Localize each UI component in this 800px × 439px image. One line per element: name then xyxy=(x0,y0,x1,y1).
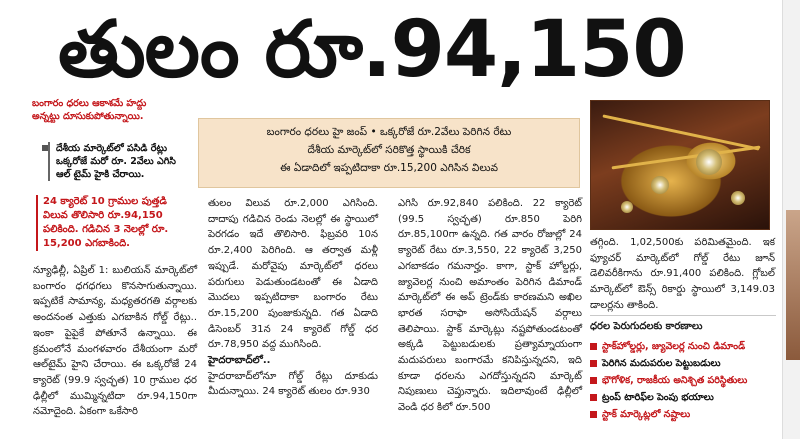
reasons-list xyxy=(590,338,776,423)
gold-jewellery-photo xyxy=(590,100,770,230)
chain-shape xyxy=(602,114,759,150)
gem-shape xyxy=(696,149,722,175)
adjacent-photo xyxy=(786,210,800,360)
reason-item xyxy=(590,338,776,355)
reason-text: ట్రంప్‌ టారిఫ్‌ల పెంపు భయాలు xyxy=(602,392,714,403)
adjacent-article-strip xyxy=(782,0,800,439)
subhead-line-1: బంగారం ధరలు హై జంప్‌ • ఒక్కరోజే రూ.2వేలు పెరిగిన రేటు xyxy=(266,126,512,138)
body-paragraph: తులం విలువ రూ.2,000 ఎగిసింది. దాదాపు గడిచిన రెండు నెలల్లో ఈ స్థాయిలో పెరగడం ఇదే తొలిసారి. ఫిబ్రవరి 10న రూ.2,400 పెరిగింది. ఆ తర్వాత మళ్లీ ఇప్పుడే. మరోవైపు మార్కెట్‌లో ధరలు పరుగులు పెడుతుండటంతో ఈ ఏడాది మొదలు ఇప్పటిదాకా బంగారం రేటు రూ.15,200 పుంజుకున్నది. గత ఏడాది డిసెంబర్‌ 31న 24 క్యారెట్‌ గోల్డ్‌ ధర రూ.78,950 వద్ద ముగిసింది. xyxy=(208,198,378,351)
kicker-text: బంగారం ధరలు ఆకాశమే హద్దు అన్నట్టు దూసుకుపోతున్నాయి. xyxy=(32,98,147,122)
reason-item xyxy=(590,355,776,372)
reason-item xyxy=(590,372,776,389)
gem-shape xyxy=(731,191,745,205)
body-column-2 xyxy=(208,196,378,400)
body-paragraph: హైదరాబాద్‌లోనూ గోల్డ్‌ రేట్లు దూకుడు మీదున్నాయి. 24 క్యారెట్‌ తులం రూ.930 xyxy=(208,370,378,398)
reason-text: భౌగోళిక, రాజకీయ అనిశ్చిత పరిస్థితులు xyxy=(602,375,748,386)
reasons-box xyxy=(590,315,776,423)
body-paragraph: ఎగిసి రూ.92,840 పలికింది. 22 క్యారెట్‌ (99.5 స్వచ్ఛత) రూ.850 పెరిగి రూ.85,100గా ఉన్నది. గత వారం రోజుల్లో 24 క్యారెట్‌ రేటు రూ.3,550, 22 క్యారెట్‌ 3,250 ఎగబాకడం గమనార్హం. కాగా, స్టాక్‌ హోల్డర్లు, జ్యువెలర్ల నుంచి అమాంతం పెరిగిన డిమాండ్‌ మార్కెట్‌లో ఈ అప్‌ ట్రెండ్‌కు కారణమని అఖిల భారత సరాఫా అసోసియేషన్‌ వర్గాలు తెలిపాయి. స్టాక్‌ మార్కెట్లు నష్టపోతుండటంతో అక్కడి పెట్టుబడులకు ప్రత్యామ్నాయంగా మదుపరులు బంగారమే కనిపిస్తున్నదని, ఇది కూడా ధరలను ఎగదోస్తున్నదని మార్కెట్‌ నిపుణులు చెప్తున్నారు. ఇదిలావుంటే ఢిల్లీలో వెండి ధర కిలో రూ.500 xyxy=(398,198,582,414)
body-column-3 xyxy=(398,196,582,416)
subhead-line-2: దేశీయ మార్కెట్‌లో సరికొత్త స్థాయికి చేరిక xyxy=(307,144,471,156)
body-column-4 xyxy=(590,235,775,314)
square-bullet-icon xyxy=(590,343,597,350)
section-heading-hyderabad: హైదరాబాద్‌లో.. xyxy=(208,355,271,367)
pointer-bullet-icon xyxy=(42,145,48,151)
square-bullet-icon xyxy=(590,394,597,401)
reason-item xyxy=(590,389,776,406)
pointer-text: దేశీయ మార్కెట్‌లో పసిడి రేట్లు ఒక్కరోజే మరో రూ. 2వేలు ఎగిసి ఆల్‌ టైమ్‌ హైకి చేరాయి. xyxy=(56,143,176,180)
red-summary-text: 24 క్యారెట్‌ 10 గ్రాముల పుత్తడి విలువ తొలిసారి రూ.94,150 పలికింది. గడిచిన 3 నెలల్లో రూ. 15,200 ఎగబాకింది. xyxy=(36,195,186,251)
body-paragraph: తగ్గింది. 1,02,500కు పరిమితమైంది. ఇక ఫ్యూచర్‌ మార్కెట్‌లో గోల్డ్‌ రేటు జూన్‌ డెలివరీకిగాను రూ.91,400 పలికింది. గ్లోబల్‌ మార్కెట్‌లో ఔన్స్‌ రికార్డు స్థాయిలో 3,149.03 డాలర్లను తాకింది. xyxy=(590,237,775,311)
chain-shape xyxy=(612,146,761,170)
subhead-box xyxy=(198,118,580,188)
square-bullet-icon xyxy=(590,377,597,384)
reason-text: స్టాక్‌హోల్డర్లు, జ్యువెలర్ల నుంచి డిమాండ్‌ xyxy=(602,341,746,352)
pointer-text-box xyxy=(48,142,180,181)
headline: తులం రూ.94,150 xyxy=(58,5,686,95)
body-column-1 xyxy=(33,263,197,420)
gem-shape xyxy=(621,201,633,213)
body-paragraph: న్యూఢిల్లీ, ఏప్రిల్‌ 1: బులియన్‌ మార్కెట్‌లో బంగారం ధగధగలు కొనసాగుతున్నాయి. ఇప్పటికే సామాన్య, మధ్యతరగతి వర్గాలకు అందనంత ఎత్తుకు ఎగబాకిన గోల్డ్‌ రేట్లు.. ఇంకా పైపైకే పోతూనే ఉన్నాయి. ఈ క్రమంలోనే మంగళవారం దేశీయంగా మరో ఆల్‌టైమ్‌ హైని చేరాయి. ఈ ఒక్కరోజే 24 క్యారెట్‌ (99.9 స్వచ్ఛత) 10 గ్రాముల ధర ఢిల్లీలో ముమ్మిన్నటిదా రూ.94,150గా నమోదైంది. ఏకంగా ఒకేసారి xyxy=(33,265,197,418)
reasons-title: ధరల పెరుగుదలకు కారణాలు xyxy=(590,321,703,332)
subhead-line-3: ఈ ఏడాదిలో ఇప్పటిదాకా రూ.15,200 ఎగిసిన విలువ xyxy=(280,162,498,174)
square-bullet-icon xyxy=(590,360,597,367)
reason-text: స్టాక్‌ మార్కెట్లలో నష్టాలు xyxy=(602,409,691,420)
reason-item xyxy=(590,406,776,423)
gem-shape xyxy=(651,176,669,194)
reason-text: పెరిగిన మదుపరుల పెట్టుబడులు xyxy=(602,358,721,369)
square-bullet-icon xyxy=(590,411,597,418)
